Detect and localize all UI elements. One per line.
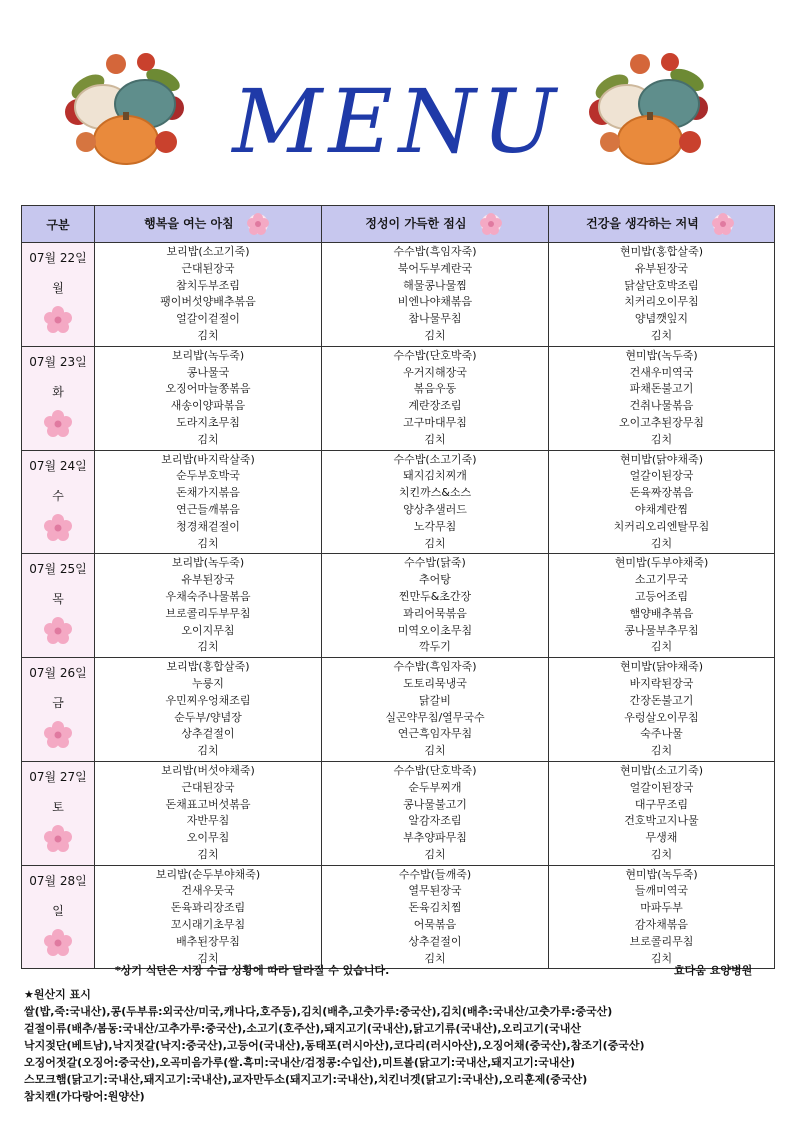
lunch-item: 참나물무침 — [408, 312, 462, 326]
breakfast-item: 참치두부조림 — [176, 278, 240, 292]
flower-icon — [43, 409, 73, 439]
dinner-item: 양념깻잎지 — [634, 312, 689, 326]
lunch-item: 수수밥(흑임자죽) — [393, 245, 477, 258]
origin-line: 쌀(밥,죽:국내산),콩(두부류:외국산/미국,캐나다,호주등),김치(배추,고춧가루:중국산),김치(배추:국내산/고춧가루:중국산) — [24, 1005, 613, 1018]
dinner-item: 김치 — [650, 951, 673, 965]
day-cell — [22, 761, 95, 865]
table-row — [22, 346, 775, 450]
lunch-item: 돼지김치찌개 — [403, 469, 467, 483]
lunch-item: 계란장조림 — [408, 399, 462, 413]
breakfast-item: 순두부/양념장 — [174, 710, 242, 724]
dinner-item: 현미밥(닭야채죽) — [620, 660, 703, 674]
lunch-item: 미역오이초무침 — [397, 623, 473, 637]
menu-title: MENU — [232, 70, 562, 173]
table-row — [22, 554, 775, 658]
dinner-item: 얼갈이된장국 — [629, 780, 694, 794]
breakfast-item: 김치 — [197, 432, 219, 446]
breakfast-item: 오징어마늘쫑볶음 — [165, 382, 251, 396]
origin-line: 오징어젓갈(오징어:중국산),오곡미음가루(쌀.흑미:국내산/검정콩:수입산),미트볼(닭고기:국내산,돼지고기:국내산) — [24, 1056, 576, 1069]
breakfast-item: 보리밥(바지락살죽) — [161, 452, 255, 466]
breakfast-item: 청경채겉절이 — [176, 519, 240, 533]
lunch-item: 치킨까스&소스 — [398, 486, 472, 500]
dinner-item: 감자채볶음 — [634, 918, 689, 932]
lunch-item: 김치 — [424, 951, 446, 965]
day-date: 07월 23일 — [29, 354, 87, 369]
lunch-item: 닭갈비 — [419, 693, 451, 707]
breakfast-item: 보리밥(홍합살죽) — [166, 660, 250, 674]
breakfast-item: 돈육꽈리장조림 — [170, 901, 246, 915]
breakfast-item: 돈채표고버섯볶음 — [165, 797, 251, 811]
breakfast-item: 팽이버섯양배추볶음 — [160, 295, 256, 309]
day-cell — [22, 554, 95, 658]
lunch-item: 고구마대무침 — [403, 415, 467, 429]
lunch-item: 찐만두&초간장 — [398, 589, 472, 603]
day-date: 07월 26일 — [29, 666, 87, 681]
breakfast-item: 김치 — [197, 640, 219, 654]
day-date: 07월 24일 — [29, 458, 87, 473]
breakfast-item: 오이무침 — [186, 831, 230, 845]
dinner-item: 돈육짜장볶음 — [629, 486, 694, 500]
dinner-item: 햄양배추볶음 — [629, 606, 694, 620]
breakfast-cell — [95, 554, 322, 658]
lunch-item: 수수밥(소고기죽) — [393, 452, 477, 466]
lunch-item: 추어탕 — [419, 573, 451, 587]
dinner-item: 건취나물볶음 — [629, 399, 694, 413]
lunch-item: 김치 — [424, 328, 446, 342]
lunch-item: 비엔나야채볶음 — [397, 295, 473, 309]
dinner-item: 숙주나물 — [640, 727, 683, 741]
dinner-item: 건호박고지나물 — [624, 814, 699, 828]
page-header — [0, 0, 794, 200]
notice-text: *상기 식단은 시장 수급 상황에 따라 달라질 수 있습니다. — [115, 964, 390, 977]
dinner-item: 김치 — [650, 847, 673, 861]
breakfast-item: 오이지무침 — [181, 623, 235, 637]
day-of-week: 금 — [52, 696, 64, 711]
dinner-item: 현미밥(녹두죽) — [625, 867, 698, 881]
breakfast-item: 우채숙주나물볶음 — [165, 589, 251, 603]
lunch-item: 어묵볶음 — [413, 918, 457, 932]
lunch-item: 콩나물불고기 — [403, 797, 467, 811]
day-cell — [22, 658, 95, 762]
dinner-item: 현미밥(두부야채죽) — [614, 556, 709, 570]
flower-icon — [43, 616, 73, 646]
lunch-item: 노각무침 — [413, 519, 457, 533]
day-date: 07월 22일 — [29, 251, 87, 265]
lunch-cell — [322, 450, 549, 554]
breakfast-cell — [95, 243, 322, 347]
flower-icon — [43, 513, 73, 543]
lunch-item: 김치 — [424, 744, 446, 758]
dinner-item: 현미밥(홍합살죽) — [620, 245, 703, 258]
flower-icon — [709, 212, 737, 236]
breakfast-item: 건새우뭇국 — [181, 884, 235, 898]
dinner-item: 치커리오리엔탈무침 — [613, 519, 710, 533]
lunch-item: 깍두기 — [419, 640, 451, 654]
dinner-item: 얼갈이된장국 — [629, 469, 694, 483]
dinner-item: 현미밥(소고기죽) — [620, 763, 703, 777]
day-of-week: 토 — [52, 799, 64, 814]
table-row — [22, 658, 775, 762]
column-header-lunch: 정성이 가득한 점심 — [322, 206, 549, 243]
dinner-cell — [549, 346, 775, 450]
day-cell — [22, 346, 95, 450]
lunch-cell — [322, 346, 549, 450]
lunch-cell — [322, 865, 549, 969]
lunch-item: 순두부찌개 — [408, 780, 462, 794]
day-of-week: 수 — [52, 488, 64, 503]
lunch-item: 꽈리어묵볶음 — [403, 606, 467, 620]
origin-section — [24, 986, 784, 1105]
lunch-item: 볶음우동 — [413, 382, 457, 396]
breakfast-item: 자반무침 — [186, 814, 230, 828]
breakfast-cell — [95, 346, 322, 450]
breakfast-item: 꼬시래기초무침 — [170, 918, 246, 932]
breakfast-cell — [95, 658, 322, 762]
dinner-item: 대구무조림 — [634, 797, 689, 811]
breakfast-item: 순두부호박국 — [176, 469, 240, 483]
lunch-item: 열무된장국 — [408, 884, 462, 898]
lunch-item: 북어두부계란국 — [397, 261, 473, 275]
flower-icon — [43, 305, 73, 335]
dinner-item: 파채돈불고기 — [629, 382, 694, 396]
breakfast-cell — [95, 865, 322, 969]
breakfast-item: 김치 — [197, 328, 219, 342]
lunch-cell — [322, 761, 549, 865]
dinner-item: 치커리오이무침 — [624, 295, 699, 309]
breakfast-item: 얼갈이겉절이 — [176, 312, 240, 326]
breakfast-item: 새송이양파볶음 — [170, 399, 246, 413]
lunch-item: 수수밥(단호박죽) — [393, 763, 477, 777]
breakfast-item: 보리밥(순두부야채죽) — [155, 867, 261, 881]
breakfast-item: 보리밥(녹두죽) — [171, 556, 245, 570]
lunch-item: 우거지해장국 — [403, 365, 467, 379]
lunch-cell — [322, 243, 549, 347]
breakfast-item: 도라지초무침 — [176, 415, 240, 429]
breakfast-cell — [95, 450, 322, 554]
dinner-item: 고등어조림 — [634, 589, 689, 603]
dinner-item: 바지락된장국 — [629, 676, 694, 690]
table-row — [22, 865, 775, 969]
flower-icon — [244, 212, 272, 236]
lunch-item: 수수밥(들깨죽) — [398, 867, 472, 881]
dinner-cell — [549, 658, 775, 762]
origin-line: 참치캔(가다랑어:원양산) — [24, 1090, 145, 1103]
breakfast-item: 김치 — [197, 951, 219, 965]
flower-icon — [477, 212, 505, 236]
breakfast-item: 브로콜리두부무침 — [165, 606, 251, 620]
dinner-item: 오이고추된장무침 — [618, 415, 704, 429]
breakfast-item: 근대된장국 — [181, 780, 235, 794]
breakfast-item: 보리밥(소고기죽) — [166, 245, 250, 258]
dinner-item: 유부된장국 — [634, 261, 689, 275]
breakfast-item: 보리밥(버섯야채죽) — [161, 763, 255, 777]
dinner-item: 김치 — [650, 328, 673, 342]
lunch-item: 도토리묵냉국 — [403, 676, 467, 690]
dinner-cell — [549, 865, 775, 969]
dinner-item: 김치 — [650, 744, 673, 758]
table-row — [22, 243, 775, 347]
lunch-item: 실곤약무침/열무국수 — [385, 710, 485, 724]
weekly-menu-table — [21, 205, 775, 969]
breakfast-item: 누룽지 — [192, 676, 224, 690]
breakfast-item: 김치 — [197, 744, 219, 758]
lunch-item: 양상추샐러드 — [403, 502, 467, 516]
lunch-item: 해물콩나물찜 — [403, 278, 467, 292]
lunch-item: 연근흑임자무침 — [397, 727, 473, 741]
day-of-week: 월 — [52, 281, 64, 295]
breakfast-item: 콩나물국 — [186, 365, 230, 379]
dinner-item: 들깨미역국 — [634, 884, 689, 898]
day-of-week: 화 — [52, 384, 64, 399]
day-date: 07월 27일 — [29, 769, 87, 784]
table-row — [22, 761, 775, 865]
dinner-item: 김치 — [650, 640, 673, 654]
origin-line: 겉절이류(배추/봄동:국내산/고추가루:중국산),소고기(호주산),돼지고기(국내산),닭고기류(국내산),오리고기(국내산 — [24, 1022, 581, 1035]
column-header-breakfast: 행복을 여는 아침 — [95, 206, 322, 243]
day-date: 07월 25일 — [29, 562, 87, 577]
lunch-item: 상추겉절이 — [408, 934, 462, 948]
lunch-cell — [322, 554, 549, 658]
column-header-dinner: 건강을 생각하는 저녁 — [549, 206, 775, 243]
dinner-item: 현미밥(녹두죽) — [625, 348, 698, 362]
pumpkin-bouquet-icon — [572, 42, 722, 172]
dinner-item: 현미밥(닭야채죽) — [620, 452, 703, 466]
lunch-item: 수수밥(닭죽) — [404, 556, 466, 570]
dinner-item: 닭살단호박조림 — [624, 278, 699, 292]
flower-icon — [43, 824, 73, 854]
breakfast-item: 상추겉절이 — [181, 727, 235, 741]
column-header-category: 구분 — [22, 206, 95, 243]
pumpkin-bouquet-icon — [48, 42, 198, 172]
breakfast-cell — [95, 761, 322, 865]
dinner-item: 건새우미역국 — [629, 365, 694, 379]
dinner-item: 소고기무국 — [634, 573, 689, 587]
breakfast-item: 우민찌우엉채조림 — [165, 693, 251, 707]
day-cell — [22, 865, 95, 969]
breakfast-item: 연근들깨볶음 — [176, 502, 240, 516]
lunch-item: 수수밥(흑임자죽) — [393, 660, 477, 674]
dinner-item: 무생채 — [645, 831, 678, 845]
dinner-item: 야채계란찜 — [634, 502, 689, 516]
origin-line: 낙지젖단(베트남),낙지젓갈(낙지:중국산),고등어(국내산),동태포(러시아산),코다리(러시아산),오징어채(중국산),참조기(중국산) — [24, 1039, 645, 1052]
dinner-item: 우렁살오이무침 — [624, 710, 699, 724]
dinner-item: 김치 — [650, 432, 673, 446]
origin-line: 스모크햄(닭고기:국내산,돼지고기:국내산),교자만두소(돼지고기:국내산),치킨너겟(닭고기:국내산),오리훈제(중국산) — [24, 1073, 588, 1086]
dinner-cell — [549, 554, 775, 658]
breakfast-item: 유부된장국 — [181, 573, 235, 587]
breakfast-item: 근대된장국 — [181, 261, 235, 275]
dinner-cell — [549, 243, 775, 347]
lunch-item: 김치 — [424, 432, 446, 446]
dinner-item: 간장돈불고기 — [629, 693, 694, 707]
flower-icon — [43, 720, 73, 750]
table-row — [22, 450, 775, 554]
dinner-item: 콩나물부추무침 — [624, 623, 699, 637]
dinner-item: 김치 — [650, 536, 673, 550]
lunch-item: 김치 — [424, 847, 446, 861]
lunch-item: 김치 — [424, 536, 446, 550]
lunch-item: 알감자조림 — [408, 814, 462, 828]
lunch-cell — [322, 658, 549, 762]
day-of-week: 목 — [52, 592, 64, 607]
lunch-item: 수수밥(단호박죽) — [393, 348, 477, 362]
breakfast-item: 보리밥(녹두죽) — [171, 348, 245, 362]
flower-icon — [43, 928, 73, 958]
origin-heading: ★원산지 표시 — [24, 988, 91, 1001]
dinner-item: 브로콜리무침 — [629, 934, 694, 948]
dinner-cell — [549, 761, 775, 865]
breakfast-item: 배추된장무침 — [176, 934, 240, 948]
day-date: 07월 28일 — [29, 873, 87, 888]
dinner-item: 마파두부 — [640, 901, 683, 915]
breakfast-item: 돈채가지볶음 — [176, 486, 240, 500]
lunch-item: 돈육김치찜 — [408, 901, 462, 915]
day-cell — [22, 450, 95, 554]
day-of-week: 일 — [52, 903, 64, 918]
breakfast-item: 김치 — [197, 847, 219, 861]
lunch-item: 부추양파무침 — [403, 831, 467, 845]
day-cell — [22, 243, 95, 347]
dinner-cell — [549, 450, 775, 554]
hospital-name: 효다움 요양병원 — [674, 964, 753, 977]
breakfast-item: 김치 — [197, 536, 219, 550]
